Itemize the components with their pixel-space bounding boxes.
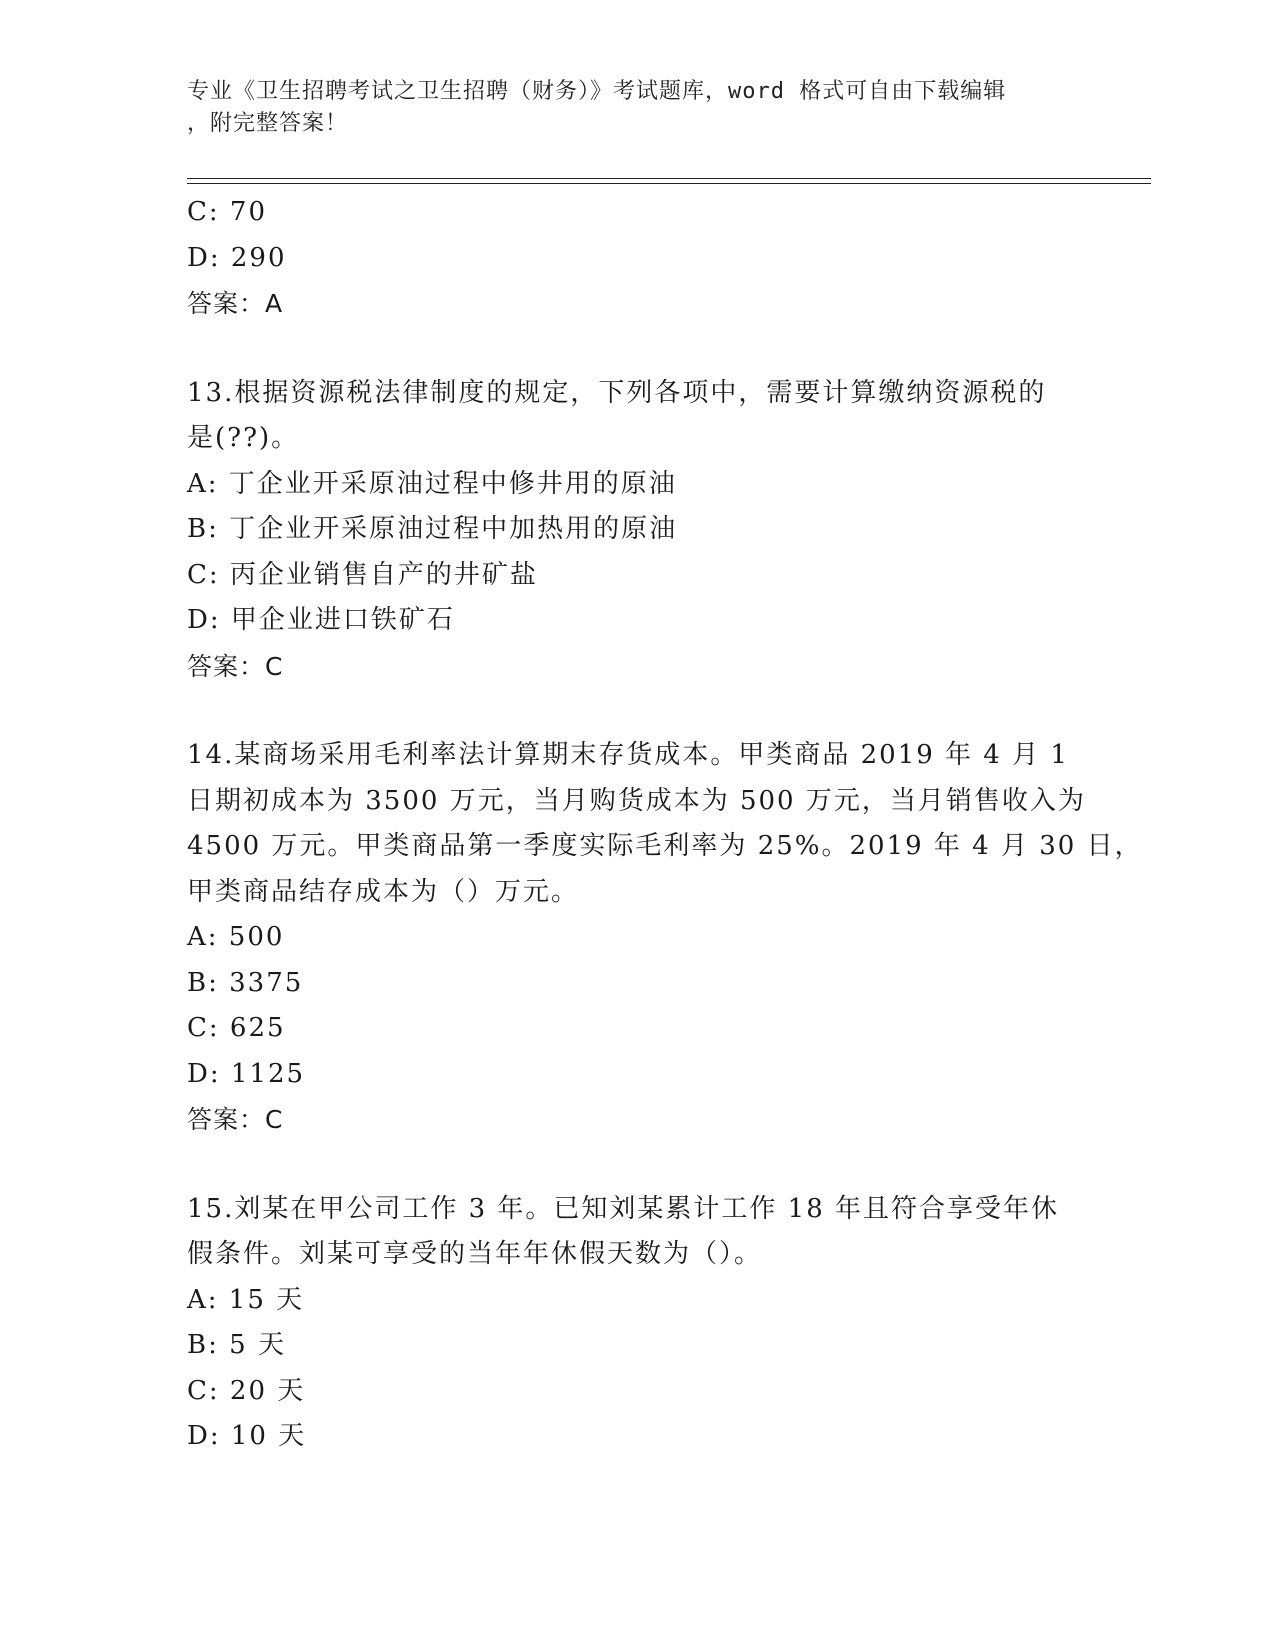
prev-question <box>187 190 1087 327</box>
spacer <box>187 327 1087 371</box>
option-c: C: 丙企业销售自产的井矿盐 <box>187 559 538 590</box>
question-13 <box>187 371 1087 690</box>
question-text-line: 日期初成本为 3500 万元，当月购货成本为 500 万元，当月销售收入为 <box>187 785 1086 816</box>
option-b: B: 3375 <box>187 967 304 998</box>
question-text-line: 假条件。刘某可享受的当年年休假天数为（）。 <box>187 1239 763 1269</box>
question-text-line: 14.某商场采用毛利率法计算期末存货成本。甲类商品 2019 年 4 月 1 <box>187 740 1069 770</box>
option-a: A: 500 <box>187 922 285 952</box>
page-header <box>187 76 1087 140</box>
option-d: D: 10 天 <box>187 1421 307 1451</box>
option-d: D: 1125 <box>187 1058 306 1089</box>
header-divider-bottom <box>187 183 1151 184</box>
question-text-line: 甲类商品结存成本为（）万元。 <box>187 876 580 907</box>
header-line-1: 专业《卫生招聘考试之卫生招聘（财务）》考试题库，word 格式可自由下载编辑 <box>187 79 1007 104</box>
option-b: B: 5 天 <box>187 1330 286 1360</box>
header-divider-top <box>187 178 1151 179</box>
question-text-line: 15.刘某在甲公司工作 3 年。已知刘某累计工作 18 年且符合享受年休 <box>187 1193 1060 1224</box>
option-c: C: 70 <box>187 197 268 227</box>
question-content <box>187 190 1143 1460</box>
answer-line: 答案：C <box>187 651 284 681</box>
header-line-2: ，附完整答案！ <box>187 111 349 136</box>
option-c: C: 20 天 <box>187 1375 306 1406</box>
spacer <box>187 1143 1087 1187</box>
answer-line: 答案：C <box>187 1105 284 1134</box>
option-a: A: 丁企业开采原油过程中修井用的原油 <box>187 468 677 499</box>
option-c: C: 625 <box>187 1013 286 1043</box>
option-d: D: 甲企业进口铁矿石 <box>187 605 455 635</box>
spacer <box>187 689 1087 733</box>
question-14 <box>187 733 1143 1143</box>
option-d: D: 290 <box>187 242 287 273</box>
answer-line: 答案：A <box>187 289 284 318</box>
question-text-line: 4500 万元。甲类商品第一季度实际毛利率为 25%。2019 年 4 月 30 日， <box>187 831 1143 861</box>
option-b: B: 丁企业开采原油过程中加热用的原油 <box>187 514 678 544</box>
question-text-line: 13.根据资源税法律制度的规定，下列各项中，需要计算缴纳资源税的 <box>187 377 1047 408</box>
question-15 <box>187 1187 1087 1460</box>
question-text-line: 是(??)。 <box>187 423 300 453</box>
option-a: A: 15 天 <box>187 1284 305 1315</box>
